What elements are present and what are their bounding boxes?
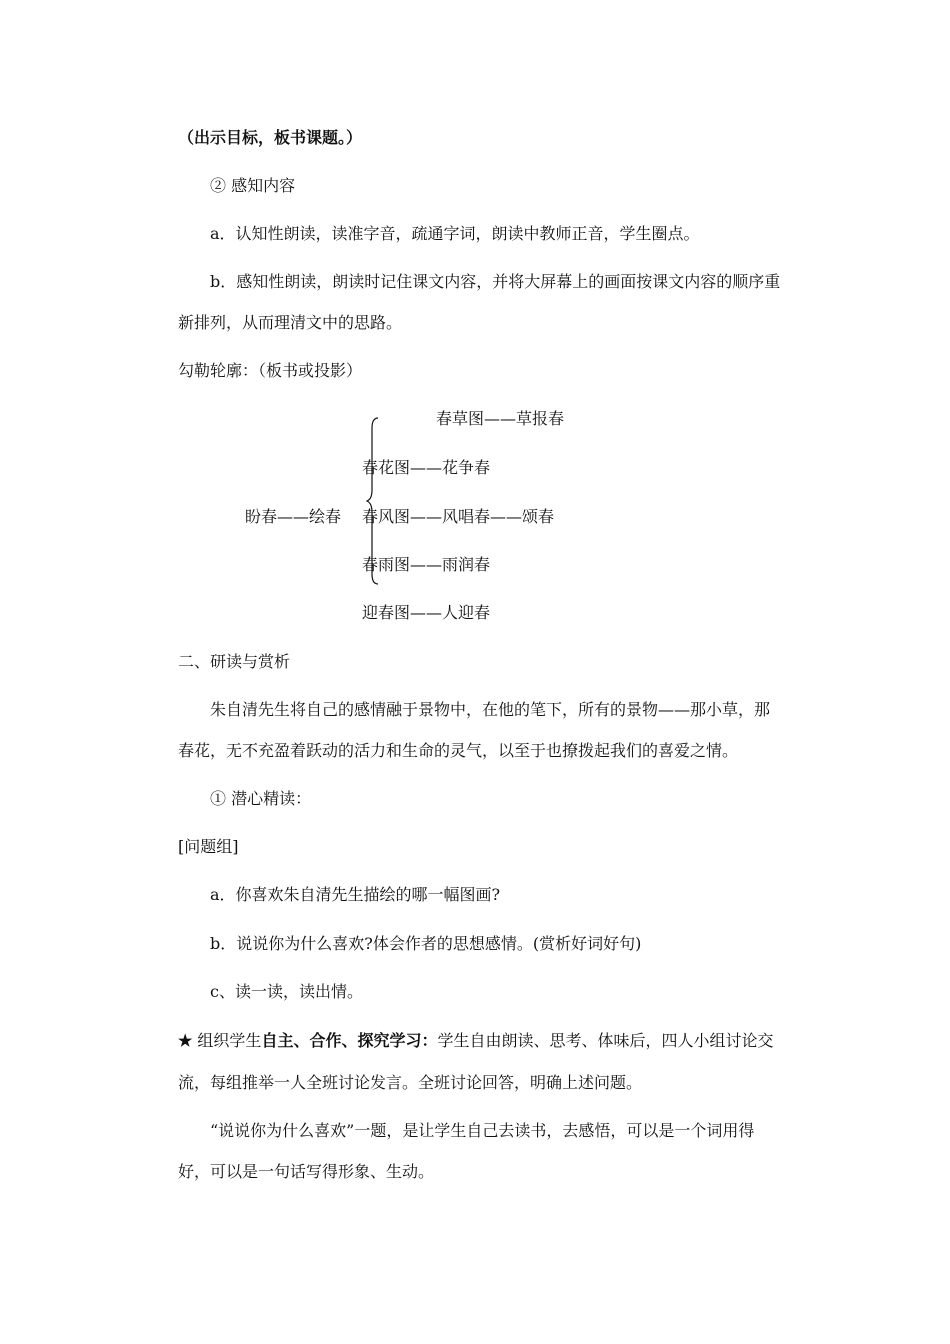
diagram-branch-4: 春雨图——雨润春 — [362, 555, 491, 574]
line-close-reading: ① 潜心精读： — [210, 789, 312, 808]
line-show-goals: （出示目标，板书课题。） — [178, 128, 363, 147]
section-2-heading: 二、研读与赏析 — [178, 652, 291, 671]
diagram-root: 盼春——绘春 — [245, 507, 342, 526]
organize-emphasis: 自主、合作、探究学习： — [261, 1031, 438, 1050]
line-question-group: [问题组] — [178, 837, 239, 856]
paragraph-why-2: 好，可以是一句话写得形象、生动。 — [178, 1162, 435, 1181]
paragraph-organize-2: 流，每组推举一人全班讨论发言。全班讨论回答，明确上述问题。 — [178, 1073, 643, 1092]
paragraph-why-1: “说说你为什么喜欢”一题，是让学生自己去读书，去感悟，可以是一个词用得 — [210, 1121, 755, 1140]
line-item-a: a．认知性朗读，读准字音，疏通字词，朗读中教师正音，学生圈点。 — [210, 224, 700, 243]
question-a: a．你喜欢朱自清先生描绘的哪一幅图画? — [210, 885, 501, 904]
line-outline-heading: 勾勒轮廓：（板书或投影） — [178, 361, 363, 380]
paragraph-organize-1 — [178, 1031, 773, 1051]
diagram-branch-5: 迎春图——人迎春 — [362, 603, 491, 622]
star-icon: ★ — [178, 1031, 193, 1050]
diagram-brace — [366, 416, 382, 586]
paragraph-intro-1: 朱自清先生将自己的感情融于景物中，在他的笔下，所有的景物——那小草，那 — [210, 700, 771, 719]
diagram-branch-1: 春草图——草报春 — [436, 409, 565, 428]
organize-prefix: 组织学生 — [192, 1031, 262, 1050]
question-b: b．说说你为什么喜欢?体会作者的思想感情。(赏析好词好句) — [210, 934, 642, 953]
question-c: c、读一读，读出情。 — [210, 982, 363, 1001]
organize-rest: 学生自由朗读、思考、体味后，四人小组讨论交 — [437, 1031, 774, 1050]
line-item-b-cont: 新排列，从而理清文中的思路。 — [178, 313, 403, 332]
diagram-branch-2: 春花图——花争春 — [362, 458, 491, 477]
line-perceive-content: ② 感知内容 — [210, 176, 296, 195]
diagram-branch-3: 春风图——风唱春——颂春 — [362, 507, 555, 526]
line-item-b: b．感知性朗读，朗读时记住课文内容，并将大屏幕上的画面按课文内容的顺序重 — [210, 272, 781, 291]
paragraph-intro-2: 春花，无不充盈着跃动的活力和生命的灵气，以至于也撩拨起我们的喜爱之情。 — [178, 741, 739, 760]
